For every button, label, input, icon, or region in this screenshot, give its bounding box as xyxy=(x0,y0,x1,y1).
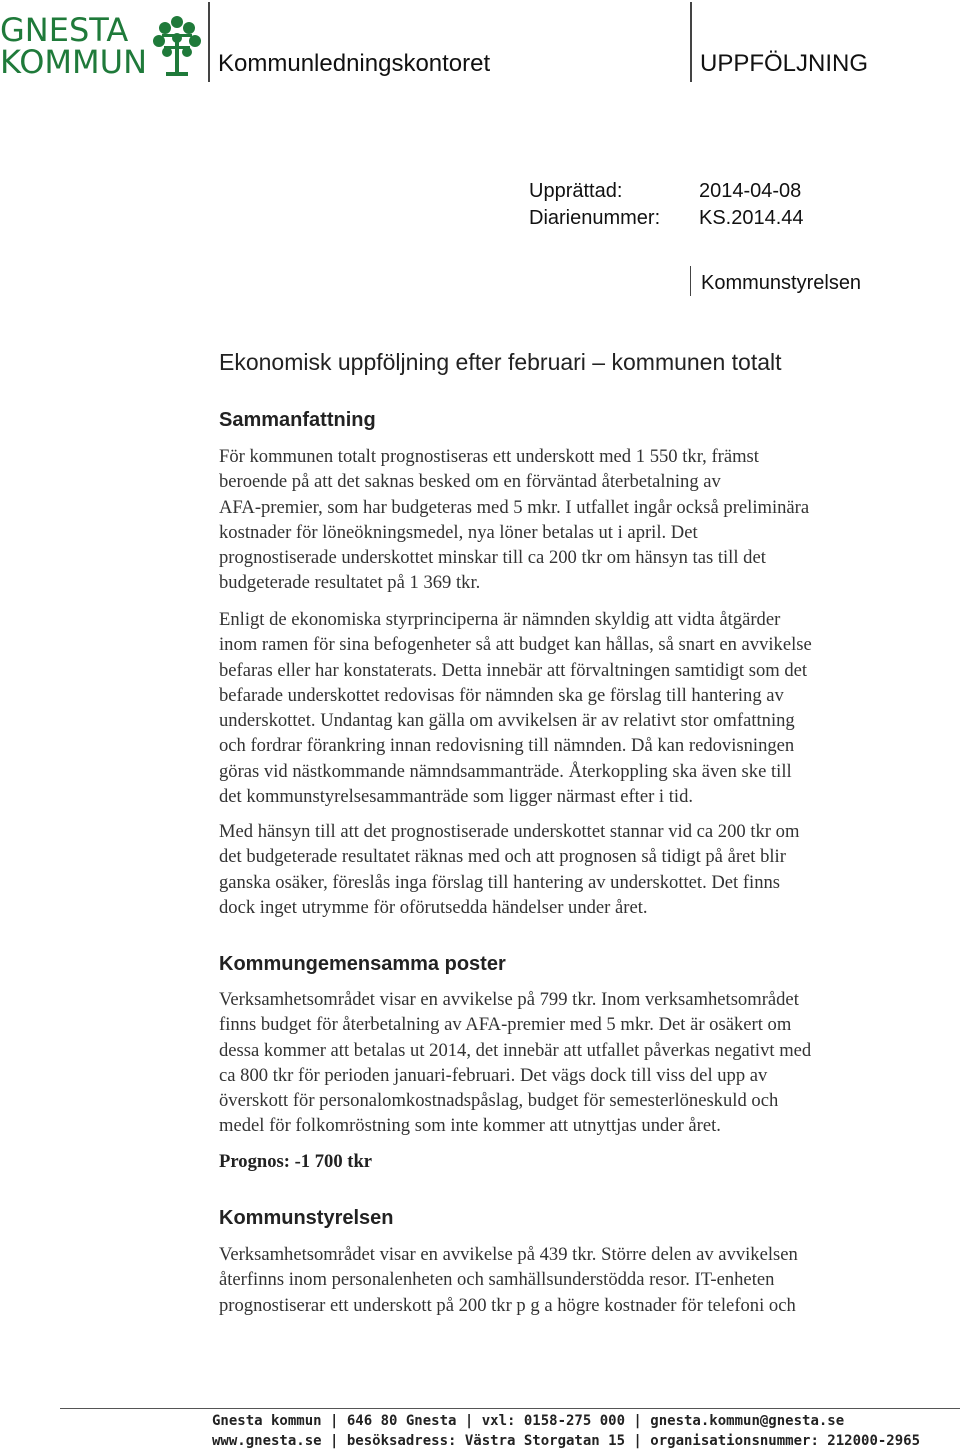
gnesta-kommun-logo xyxy=(0,11,200,86)
diary-label: Diarienummer: xyxy=(529,207,661,229)
text-line: Verksamhetsområdet visar en avvikelse på 799 tkr. Inom verksamhetsområdet xyxy=(219,989,799,1010)
tree-icon xyxy=(152,14,202,78)
text-line: göras vid nästkommande nämndsammanträde. Återkoppling ska även ske till xyxy=(219,760,792,782)
heading-kommunstyrelsen: Kommunstyrelsen xyxy=(219,1207,394,1229)
text-line: befaras eller har konstaterats. Detta innebär att förvaltningen samtidigt som det xyxy=(219,659,808,681)
text-line: Med hänsyn till att det prognostiserade underskottet stannar vid ca 200 tkr om xyxy=(219,821,800,842)
text-line: finns budget för återbetalning av AFA-premier med 5 mkr. Det är osäkert om xyxy=(219,1014,792,1036)
document-type: UPPFÖLJNING xyxy=(700,50,869,77)
text-line: befarade underskottet redovisas för nämnden ska ge förslag till hantering av xyxy=(219,684,784,706)
heading-sammanfattning: Sammanfattning xyxy=(219,409,376,431)
text-line: inom ramen för sina befogenheter så att budget kan hållas, så snart en avvikelse xyxy=(219,634,812,656)
text-line: Enligt de ekonomiska styrprinciperna är nämnden skyldig att vidta åtgärder xyxy=(219,609,781,630)
diary-number: KS.2014.44 xyxy=(699,207,804,229)
footer-address-line: www.gnesta.se | besöksadress: Västra Storgatan 15 | organisationsnummer: 212000-2965 xyxy=(212,1433,921,1449)
text-line: ca 800 tkr för perioden januari-februari. Det vägs dock till viss del upp av xyxy=(219,1064,768,1086)
text-line: det budgeterade resultatet räknas med och att prognosen så tidigt på året blir xyxy=(219,846,786,868)
text-line: dock inget utrymme för oförutsedda händelser under året. xyxy=(219,896,648,918)
kommungemensamma-paragraph xyxy=(219,987,919,1139)
summary-paragraph-1 xyxy=(219,444,919,596)
text-line: prognostiserade underskottet minskar till ca 200 tkr om hänsyn tas till det xyxy=(219,547,766,569)
text-line: budgeterade resultatet på 1 369 tkr. xyxy=(219,572,481,594)
kommunstyrelsen-paragraph xyxy=(219,1242,919,1318)
header-divider-right xyxy=(690,2,692,82)
text-line: prognostiserar ett underskott på 200 tkr p g a högre kostnader för telefoni och xyxy=(219,1294,796,1316)
recipient: Kommunstyrelsen xyxy=(701,272,862,294)
document-title: Ekonomisk uppföljning efter februari – kommunen totalt xyxy=(219,349,782,375)
text-line: ganska osäker, föreslås inga förslag till hantering av underskottet. Det finns xyxy=(219,871,781,893)
text-line: Verksamhetsområdet visar en avvikelse på 439 tkr. Större delen av avvikelsen xyxy=(219,1244,798,1265)
header-divider-left xyxy=(208,2,210,82)
text-line: kostnader för löneökningsmedel, nya löner betalas ut i april. Det xyxy=(219,521,698,543)
text-line: beroende på att det saknas besked om en förväntad återbetalning av xyxy=(219,471,721,493)
text-line: underskottet. Undantag kan gälla om avvikelsen är av relativt stor omfattning xyxy=(219,710,795,732)
text-line: För kommunen totalt prognostiseras ett underskott med 1 550 tkr, främst xyxy=(219,446,759,467)
text-line: dessa kommer att betalas ut 2014, det innebär att utfallet påverkas negativt med xyxy=(219,1039,812,1061)
department-name: Kommunledningskontoret xyxy=(218,50,491,77)
text-line: det kommunstyrelsesammanträde som ligger närmast efter i tid. xyxy=(219,786,694,808)
text-line: AFA-premier, som har budgeteras med 5 mkr. I utfallet ingår också preliminära xyxy=(219,496,810,518)
text-line: och fordrar förankring innan redovisning till nämnden. Då kan redovisningen xyxy=(219,735,795,757)
text-line: medel för folkomröstning som inte kommer att utnyttjas under året. xyxy=(219,1115,721,1137)
summary-paragraph-2 xyxy=(219,607,919,809)
logo-wordmark xyxy=(0,11,147,81)
footer-contact-line: Gnesta kommun | 646 80 Gnesta | vxl: 0158-275 000 | gnesta.kommun@gnesta.se xyxy=(212,1413,845,1429)
logo-line-2: KOMMUN xyxy=(0,43,147,81)
summary-paragraph-3 xyxy=(219,819,919,920)
created-date: 2014-04-08 xyxy=(699,180,802,202)
text-line: överskott för personalomkostnadspåslag, budget för semesterlöneskuld och xyxy=(219,1090,779,1112)
prognos-value: Prognos: -1 700 tkr xyxy=(219,1151,373,1172)
created-label: Upprättad: xyxy=(529,180,623,202)
heading-kommungemensamma-poster: Kommungemensamma poster xyxy=(219,953,506,975)
text-line: återfinns inom personalenheten och samhällsunderstödda resor. IT-enheten xyxy=(219,1269,775,1291)
footer-divider xyxy=(60,1408,960,1409)
logo-line-1: GNESTA xyxy=(0,11,129,49)
recipient-divider xyxy=(690,266,691,296)
